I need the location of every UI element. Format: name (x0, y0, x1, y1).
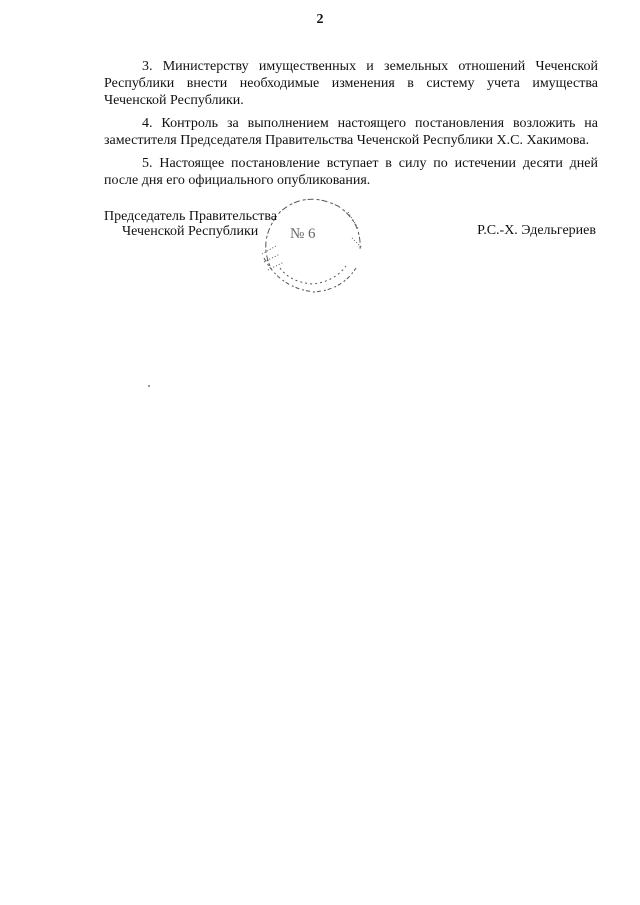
seal-lower-arc (264, 258, 356, 292)
page-number: 2 (316, 12, 324, 27)
paragraph-3: 3. Министерству имущественных и земельных отношений Чеченской Республики внести необходимые изменения в систему учета имущества Чеченской Республики. (104, 59, 598, 108)
seal-hatch-left (262, 246, 284, 270)
paragraph-4: 4. Контроль за выполнением настоящего постановления возложить на заместителя Председателя Правительства Чеченской Республики Х.С. Хакимова. (104, 116, 598, 148)
signer-title-line1: Председатель Правительства (104, 209, 277, 224)
signer-name: Р.С.-Х. Эдельгериев (477, 223, 596, 238)
signer-title-line2: Чеченской Республики (122, 224, 259, 239)
official-seal (250, 188, 370, 298)
document-body (104, 58, 598, 195)
seal-inner-arc (280, 266, 346, 284)
paragraph-5: 5. Настоящее постановление вступает в силу по истечении десяти дней после дня его официального опубликования. (104, 156, 598, 188)
seal-number: № 6 (290, 226, 316, 242)
scan-speck (148, 385, 150, 387)
signature-block (104, 208, 598, 242)
